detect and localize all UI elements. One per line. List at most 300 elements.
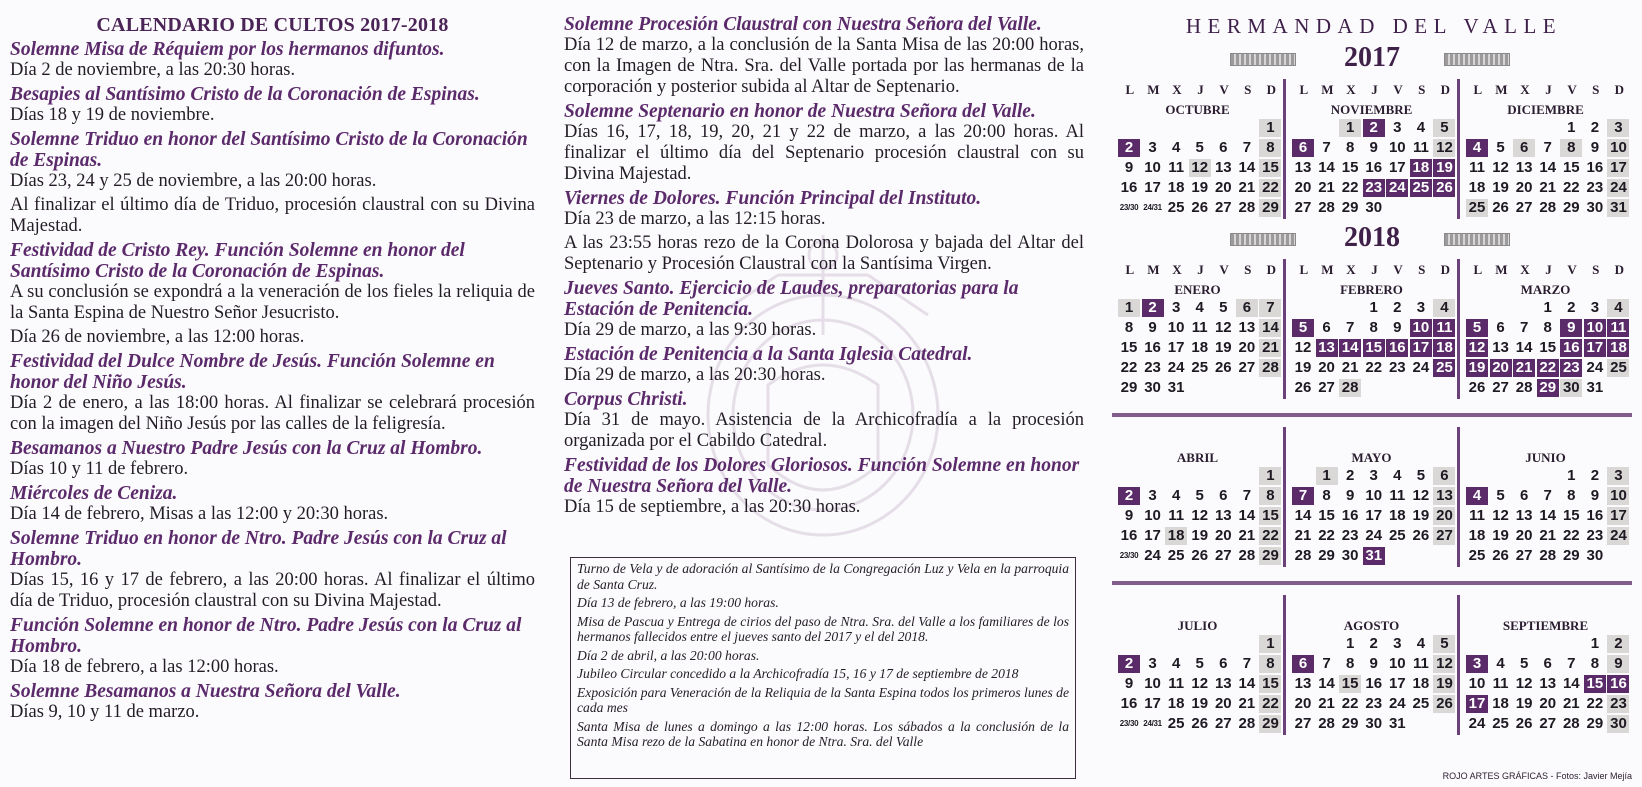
- day-cell: 3: [1171, 299, 1181, 316]
- day-cell: 1: [1259, 635, 1281, 653]
- day-cell: 26: [1468, 379, 1486, 396]
- month-weeks: [1286, 467, 1457, 567]
- month-row: [1112, 79, 1632, 219]
- day-cell: 19: [1492, 527, 1509, 544]
- day-cell: 12: [1515, 675, 1533, 692]
- weekday-label: L: [1473, 82, 1483, 97]
- day-cell: 17: [1167, 339, 1185, 356]
- day-cell: 15: [1318, 507, 1335, 524]
- empty-day: [1490, 119, 1512, 137]
- day-cell: 14: [1318, 159, 1335, 176]
- day-cell: 19: [1466, 359, 1488, 377]
- day-cell: 30: [1144, 379, 1161, 396]
- weekday-header: [1286, 79, 1457, 101]
- weekday-label: X: [1520, 82, 1530, 97]
- day-cell: 15: [1259, 159, 1281, 177]
- empty-day: [1236, 379, 1258, 397]
- empty-day: [1363, 379, 1385, 397]
- day-cell: 3: [1607, 467, 1629, 485]
- weekday-label: L: [1125, 262, 1135, 277]
- day-cell: 13: [1492, 339, 1509, 356]
- event-detail: Días 9, 10 y 11 de marzo.: [10, 702, 200, 722]
- day-cell: 3: [1416, 299, 1426, 316]
- year-grid: [1112, 79, 1632, 219]
- week-row: [1292, 715, 1457, 735]
- weekday-label: S: [1418, 262, 1426, 277]
- day-cell: 4: [1393, 467, 1402, 484]
- day-cell: 22: [1120, 359, 1138, 376]
- day-cell: 24: [1365, 527, 1383, 544]
- day-cell: 17: [1410, 339, 1432, 357]
- day-cell: 13: [1214, 159, 1232, 176]
- week-row: [1466, 715, 1631, 735]
- day-cell: 9: [1590, 139, 1600, 156]
- weekday-label: X: [1520, 262, 1530, 277]
- year-header: [1112, 219, 1632, 259]
- year-label: 2018: [1344, 222, 1400, 253]
- day-cell: 2: [1118, 139, 1140, 157]
- empty-day: [1212, 467, 1234, 485]
- week-row: [1118, 119, 1283, 139]
- empty-day: [1433, 547, 1455, 565]
- day-cell: 16: [1120, 695, 1138, 712]
- month-block: [1457, 259, 1631, 399]
- month-block: [1283, 259, 1457, 399]
- week-row: [1118, 159, 1283, 179]
- day-cell: 7: [1519, 319, 1529, 336]
- day-cell: 11: [1607, 319, 1629, 337]
- day-cell: 19: [1433, 159, 1455, 177]
- day-cell: 15: [1339, 675, 1361, 693]
- weekday-label: X: [1172, 82, 1182, 97]
- day-cell: 5: [1433, 119, 1455, 137]
- week-row: [1466, 119, 1631, 139]
- month-row: [1112, 427, 1632, 567]
- week-row: [1292, 139, 1457, 159]
- empty-day: [1410, 715, 1432, 733]
- day-cell: 3: [1466, 655, 1488, 673]
- weekday-label: M: [1147, 82, 1160, 97]
- empty-day: [1410, 199, 1432, 217]
- month-block: [1457, 427, 1631, 567]
- day-cell: 7: [1292, 487, 1314, 505]
- day-cell: 31: [1167, 379, 1185, 396]
- ornament-right: [1444, 53, 1510, 66]
- day-cell: 7: [1322, 139, 1331, 156]
- day-cell: 12: [1492, 507, 1509, 524]
- month-row: [1112, 259, 1632, 399]
- notice-line: Santa Misa de lunes a domingo a las 12:00 horas. Los sábados a la conclusión de la Santa Misa rezo de la Sabatina en honor de Ntra. Sra. del Valle: [577, 718, 1069, 749]
- day-cell: 19: [1294, 359, 1312, 376]
- month-row: [1112, 595, 1632, 735]
- day-cell: 10: [1388, 139, 1406, 156]
- month-name: FEBRERO: [1340, 282, 1403, 297]
- day-cell: 19: [1515, 695, 1533, 712]
- empty-day: [1410, 547, 1432, 565]
- year-header: [1112, 39, 1632, 79]
- day-cell: 29: [1259, 547, 1281, 565]
- day-cell: 23: [1586, 527, 1604, 544]
- day-cell: 26: [1191, 199, 1209, 216]
- day-cell: 8: [1259, 655, 1281, 673]
- empty-day: [1292, 467, 1314, 485]
- day-cell: 19: [1492, 179, 1509, 196]
- weekday-spacer: [1286, 427, 1457, 449]
- day-cell: 13: [1214, 675, 1232, 692]
- day-cell: 21: [1539, 179, 1557, 196]
- day-cell: 11: [1168, 507, 1185, 524]
- day-cell: 6: [1519, 487, 1529, 504]
- empty-day: [1386, 199, 1408, 217]
- empty-day: [1165, 635, 1187, 653]
- event-title: Miércoles de Ceniza.: [10, 483, 178, 504]
- day-cell: 18: [1165, 527, 1187, 545]
- day-cell: 3: [1148, 655, 1157, 672]
- day-cell: 12: [1189, 159, 1211, 177]
- month-name: JULIO: [1177, 618, 1218, 633]
- event-detail: Día 2 de noviembre, a las 20:30 horas.: [10, 60, 296, 80]
- day-cell: 10: [1607, 487, 1629, 505]
- day-cell: 23: [1388, 359, 1406, 376]
- day-cell: 14: [1539, 507, 1557, 524]
- day-cell: 10: [1410, 319, 1432, 337]
- day-cell: 20: [1539, 695, 1557, 712]
- day-cell: 12: [1412, 487, 1430, 504]
- day-cell: 7: [1567, 655, 1576, 672]
- event-detail: Día 29 de marzo, a las 20:30 horas.: [564, 365, 826, 385]
- day-cell: 31: [1607, 199, 1629, 217]
- day-cell: 8: [1369, 319, 1378, 336]
- day-cell: 29: [1341, 199, 1359, 216]
- empty-day: [1466, 635, 1488, 653]
- day-cell: 8: [1345, 655, 1355, 672]
- empty-day: [1537, 635, 1559, 653]
- empty-day: [1236, 467, 1258, 485]
- day-cell: 28: [1539, 199, 1557, 216]
- day-cell: 1: [1345, 635, 1355, 652]
- event-title: Solemne Procesión Claustral con Nuestra Señora del Valle.: [564, 14, 1042, 35]
- empty-day: [1165, 467, 1187, 485]
- day-cell: 28: [1539, 547, 1557, 564]
- day-cell: 4: [1466, 139, 1488, 157]
- day-cell: 28: [1259, 359, 1281, 377]
- day-cell: 16: [1120, 527, 1138, 544]
- day-cell: 4: [1433, 299, 1455, 317]
- day-cell: 20: [1238, 339, 1256, 356]
- day-cell: 17: [1466, 695, 1488, 713]
- empty-day: [1560, 635, 1582, 653]
- row-divider: [1112, 581, 1632, 585]
- day-cell: 29: [1120, 379, 1138, 396]
- week-row: [1466, 299, 1631, 319]
- event-detail: Días 10 y 11 de febrero.: [10, 459, 189, 479]
- day-cell: 24: [1586, 359, 1604, 376]
- day-cell: 7: [1259, 299, 1281, 317]
- month-block: [1283, 427, 1457, 567]
- day-cell: 21: [1318, 695, 1335, 712]
- empty-day: [1142, 119, 1164, 137]
- day-cell: 29: [1586, 715, 1604, 732]
- empty-day: [1386, 547, 1408, 565]
- day-cell: 25: [1410, 179, 1432, 197]
- day-cell: 8: [1322, 487, 1331, 504]
- empty-day: [1189, 467, 1211, 485]
- day-cell: 20: [1214, 695, 1232, 712]
- day-cell: 23/30: [1119, 719, 1139, 728]
- event-item: [564, 278, 1084, 341]
- day-cell: 12: [1433, 655, 1455, 673]
- event-item: [10, 240, 535, 348]
- empty-day: [1236, 119, 1258, 137]
- day-cell: 24: [1144, 547, 1161, 564]
- weekday-label: S: [1418, 82, 1426, 97]
- weekday-header: [1460, 79, 1631, 101]
- week-row: [1466, 359, 1631, 379]
- day-cell: 21: [1238, 527, 1256, 544]
- event-title: Estación de Penitencia a la Santa Iglesia Catedral.: [564, 344, 973, 365]
- day-cell: 14: [1238, 159, 1256, 176]
- month-block: [1112, 79, 1283, 219]
- day-cell: 27: [1492, 379, 1509, 396]
- day-cell: 17: [1144, 527, 1161, 544]
- day-cell: 25: [1492, 715, 1509, 732]
- empty-day: [1292, 635, 1314, 653]
- event-detail: Día 14 de febrero, Misas a las 12:00 y 20:30 horas.: [10, 504, 389, 524]
- week-row: [1466, 339, 1631, 359]
- empty-day: [1410, 379, 1432, 397]
- week-row: [1466, 547, 1631, 567]
- day-cell: 15: [1259, 675, 1281, 693]
- empty-day: [1189, 635, 1211, 653]
- day-cell: 20: [1318, 359, 1335, 376]
- weekday-spacer: [1112, 427, 1283, 449]
- week-row: [1118, 487, 1283, 507]
- weekday-label: M: [1321, 262, 1334, 277]
- day-cell: 9: [1369, 655, 1378, 672]
- day-cell: 26: [1191, 715, 1209, 732]
- day-cell: 30: [1586, 547, 1604, 564]
- week-row: [1466, 379, 1631, 399]
- day-cell: 16: [1586, 507, 1604, 524]
- event-detail: Días 15, 16 y 17 de febrero, a las 20:00 horas. Al finalizar el último día de Triduo, procesión claustral con su Divina Majestad.: [10, 570, 535, 611]
- day-cell: 21: [1539, 527, 1557, 544]
- month-name: SEPTIEMBRE: [1502, 618, 1589, 633]
- day-cell: 11: [1389, 487, 1406, 504]
- day-cell: 24: [1412, 359, 1430, 376]
- week-row: [1292, 507, 1457, 527]
- day-cell: 18: [1468, 527, 1486, 544]
- day-cell: 8: [1543, 319, 1552, 336]
- day-cell: 5: [1496, 139, 1505, 156]
- year-grid: [1112, 259, 1632, 735]
- day-cell: 29: [1318, 547, 1335, 564]
- day-cell: 15: [1562, 507, 1580, 524]
- empty-day: [1513, 119, 1535, 137]
- empty-day: [1236, 635, 1258, 653]
- weekday-header: [1460, 259, 1631, 281]
- month-name: DICIEMBRE: [1507, 102, 1584, 117]
- day-cell: 12: [1214, 319, 1232, 336]
- day-cell: 27: [1214, 199, 1232, 216]
- event-title: Festividad del Dulce Nombre de Jesús. Función Solemne en honor del Niño Jesús.: [10, 351, 495, 393]
- month-name: OCTUBRE: [1165, 102, 1230, 117]
- day-cell: 9: [1560, 319, 1582, 337]
- day-cell: 30: [1341, 547, 1359, 564]
- weekday-label: S: [1244, 262, 1252, 277]
- day-cell: 25: [1468, 547, 1486, 564]
- day-cell: 1: [1369, 299, 1378, 316]
- day-cell: 22: [1586, 695, 1604, 712]
- day-cell: 7: [1242, 487, 1252, 504]
- day-cell: 30: [1586, 199, 1604, 216]
- event-detail: Día 31 de mayo. Asistencia de la Archicofradía a la procesión organizada por el Cabildo Catedral.: [564, 410, 1084, 451]
- month-weeks: [1460, 635, 1631, 735]
- day-cell: 27: [1294, 199, 1312, 216]
- day-cell: 1: [1316, 467, 1338, 485]
- day-cell: 17: [1144, 179, 1161, 196]
- month-block: [1457, 79, 1631, 219]
- month-weeks: [1286, 635, 1457, 735]
- day-cell: 4: [1607, 299, 1629, 317]
- week-row: [1292, 547, 1457, 567]
- week-row: [1466, 179, 1631, 199]
- day-cell: 14: [1259, 319, 1281, 337]
- empty-day: [1466, 119, 1488, 137]
- day-cell: 30: [1365, 715, 1383, 732]
- day-cell: 10: [1468, 675, 1486, 692]
- week-row: [1466, 507, 1631, 527]
- day-cell: 28: [1294, 547, 1312, 564]
- day-cell: 17: [1388, 675, 1406, 692]
- weekday-label: S: [1592, 262, 1600, 277]
- day-cell: 19: [1433, 675, 1455, 693]
- notice-line: Misa de Pascua y Entrega de cirios del paso de Ntra. Sra. del Valle a los familiares de los hermanos fallecidos entre el jueves santo del 2017 y el del 2018.: [577, 613, 1069, 644]
- day-cell: 21: [1318, 179, 1335, 196]
- month-weeks: [1112, 635, 1283, 735]
- day-cell: 25: [1167, 715, 1185, 732]
- weekday-label: J: [1197, 262, 1204, 277]
- day-cell: 23: [1607, 695, 1629, 713]
- day-cell: 23/30: [1119, 203, 1139, 212]
- day-cell: 18: [1167, 695, 1185, 712]
- day-cell: 22: [1341, 179, 1359, 196]
- event-detail: Día 18 de febrero, a las 12:00 horas.: [10, 657, 279, 677]
- weekday-label: D: [1614, 82, 1624, 97]
- week-row: [1118, 359, 1283, 379]
- empty-day: [1433, 715, 1455, 733]
- day-cell: 7: [1543, 139, 1552, 156]
- brotherhood-name: HERMANDAD DEL VALLE: [1185, 14, 1563, 38]
- day-cell: 5: [1195, 487, 1204, 504]
- day-cell: 20: [1214, 179, 1232, 196]
- day-cell: 20: [1490, 359, 1512, 377]
- day-cell: 26: [1492, 547, 1509, 564]
- empty-day: [1118, 467, 1140, 485]
- event-item: [564, 101, 1084, 185]
- weekday-label: J: [1371, 82, 1378, 97]
- day-cell: 16: [1607, 675, 1629, 693]
- week-row: [1118, 507, 1283, 527]
- day-cell: 6: [1496, 319, 1505, 336]
- day-cell: 24: [1607, 179, 1629, 197]
- day-cell: 13: [1515, 507, 1533, 524]
- day-cell: 2: [1590, 467, 1600, 484]
- day-cell: 22: [1562, 527, 1580, 544]
- day-cell: 30: [1365, 199, 1383, 216]
- month-weeks: [1112, 119, 1283, 219]
- day-cell: 22: [1562, 179, 1580, 196]
- day-cell: 5: [1466, 319, 1488, 337]
- month-name: ENERO: [1174, 282, 1221, 297]
- empty-day: [1607, 547, 1629, 565]
- day-cell: 9: [1148, 319, 1157, 336]
- event-detail: Día 23 de marzo, a las 12:15 horas.: [564, 209, 826, 229]
- day-cell: 6: [1513, 139, 1535, 157]
- event-title: Corpus Christi.: [564, 389, 688, 410]
- empty-day: [1189, 379, 1211, 397]
- day-cell: 24: [1607, 527, 1629, 545]
- week-row: [1466, 487, 1631, 507]
- day-cell: 17: [1144, 695, 1161, 712]
- day-cell: 24: [1468, 715, 1486, 732]
- event-item: [564, 389, 1084, 452]
- row-divider: [1112, 413, 1632, 417]
- weekday-label: L: [1299, 82, 1309, 97]
- day-cell: 28: [1515, 379, 1533, 396]
- year-label: 2017: [1344, 42, 1400, 73]
- day-cell: 1: [1567, 119, 1576, 136]
- empty-day: [1466, 299, 1488, 317]
- day-cell: 21: [1513, 359, 1535, 377]
- day-cell: 21: [1238, 695, 1256, 712]
- day-cell: 25: [1433, 359, 1455, 377]
- day-cell: 10: [1584, 319, 1606, 337]
- day-cell: 22: [1259, 527, 1281, 545]
- day-cell: 26: [1191, 547, 1209, 564]
- day-cell: 19: [1191, 179, 1209, 196]
- day-cell: 27: [1515, 199, 1533, 216]
- day-cell: 6: [1292, 139, 1314, 157]
- day-cell: 10: [1144, 675, 1161, 692]
- day-cell: 16: [1341, 507, 1359, 524]
- day-cell: 21: [1562, 695, 1580, 712]
- event-title: Viernes de Dolores. Función Principal del Instituto.: [564, 188, 982, 209]
- calendar-column: [1112, 14, 1632, 735]
- day-cell: 10: [1144, 159, 1161, 176]
- day-cell: 8: [1124, 319, 1134, 336]
- day-cell: 6: [1543, 655, 1552, 672]
- day-cell: 27: [1539, 715, 1557, 732]
- event-item: [10, 681, 535, 723]
- day-cell: 16: [1365, 675, 1383, 692]
- event-detail: Día 26 de noviembre, a las 12:00 horas.: [10, 327, 305, 347]
- day-cell: 12: [1433, 139, 1455, 157]
- month-block: [1283, 595, 1457, 735]
- year-calendars: [1112, 39, 1632, 735]
- day-cell: 1: [1567, 467, 1576, 484]
- day-cell: 27: [1515, 547, 1533, 564]
- week-row: [1292, 339, 1457, 359]
- notice-box: [570, 557, 1076, 779]
- day-cell: 6: [1219, 655, 1228, 672]
- day-cell: 27: [1294, 715, 1312, 732]
- day-cell: 12: [1191, 507, 1209, 524]
- day-cell: 31: [1363, 547, 1385, 565]
- weekday-spacer: [1286, 595, 1457, 617]
- day-cell: 8: [1567, 487, 1576, 504]
- day-cell: 7: [1242, 139, 1252, 156]
- day-cell: 23: [1365, 695, 1383, 712]
